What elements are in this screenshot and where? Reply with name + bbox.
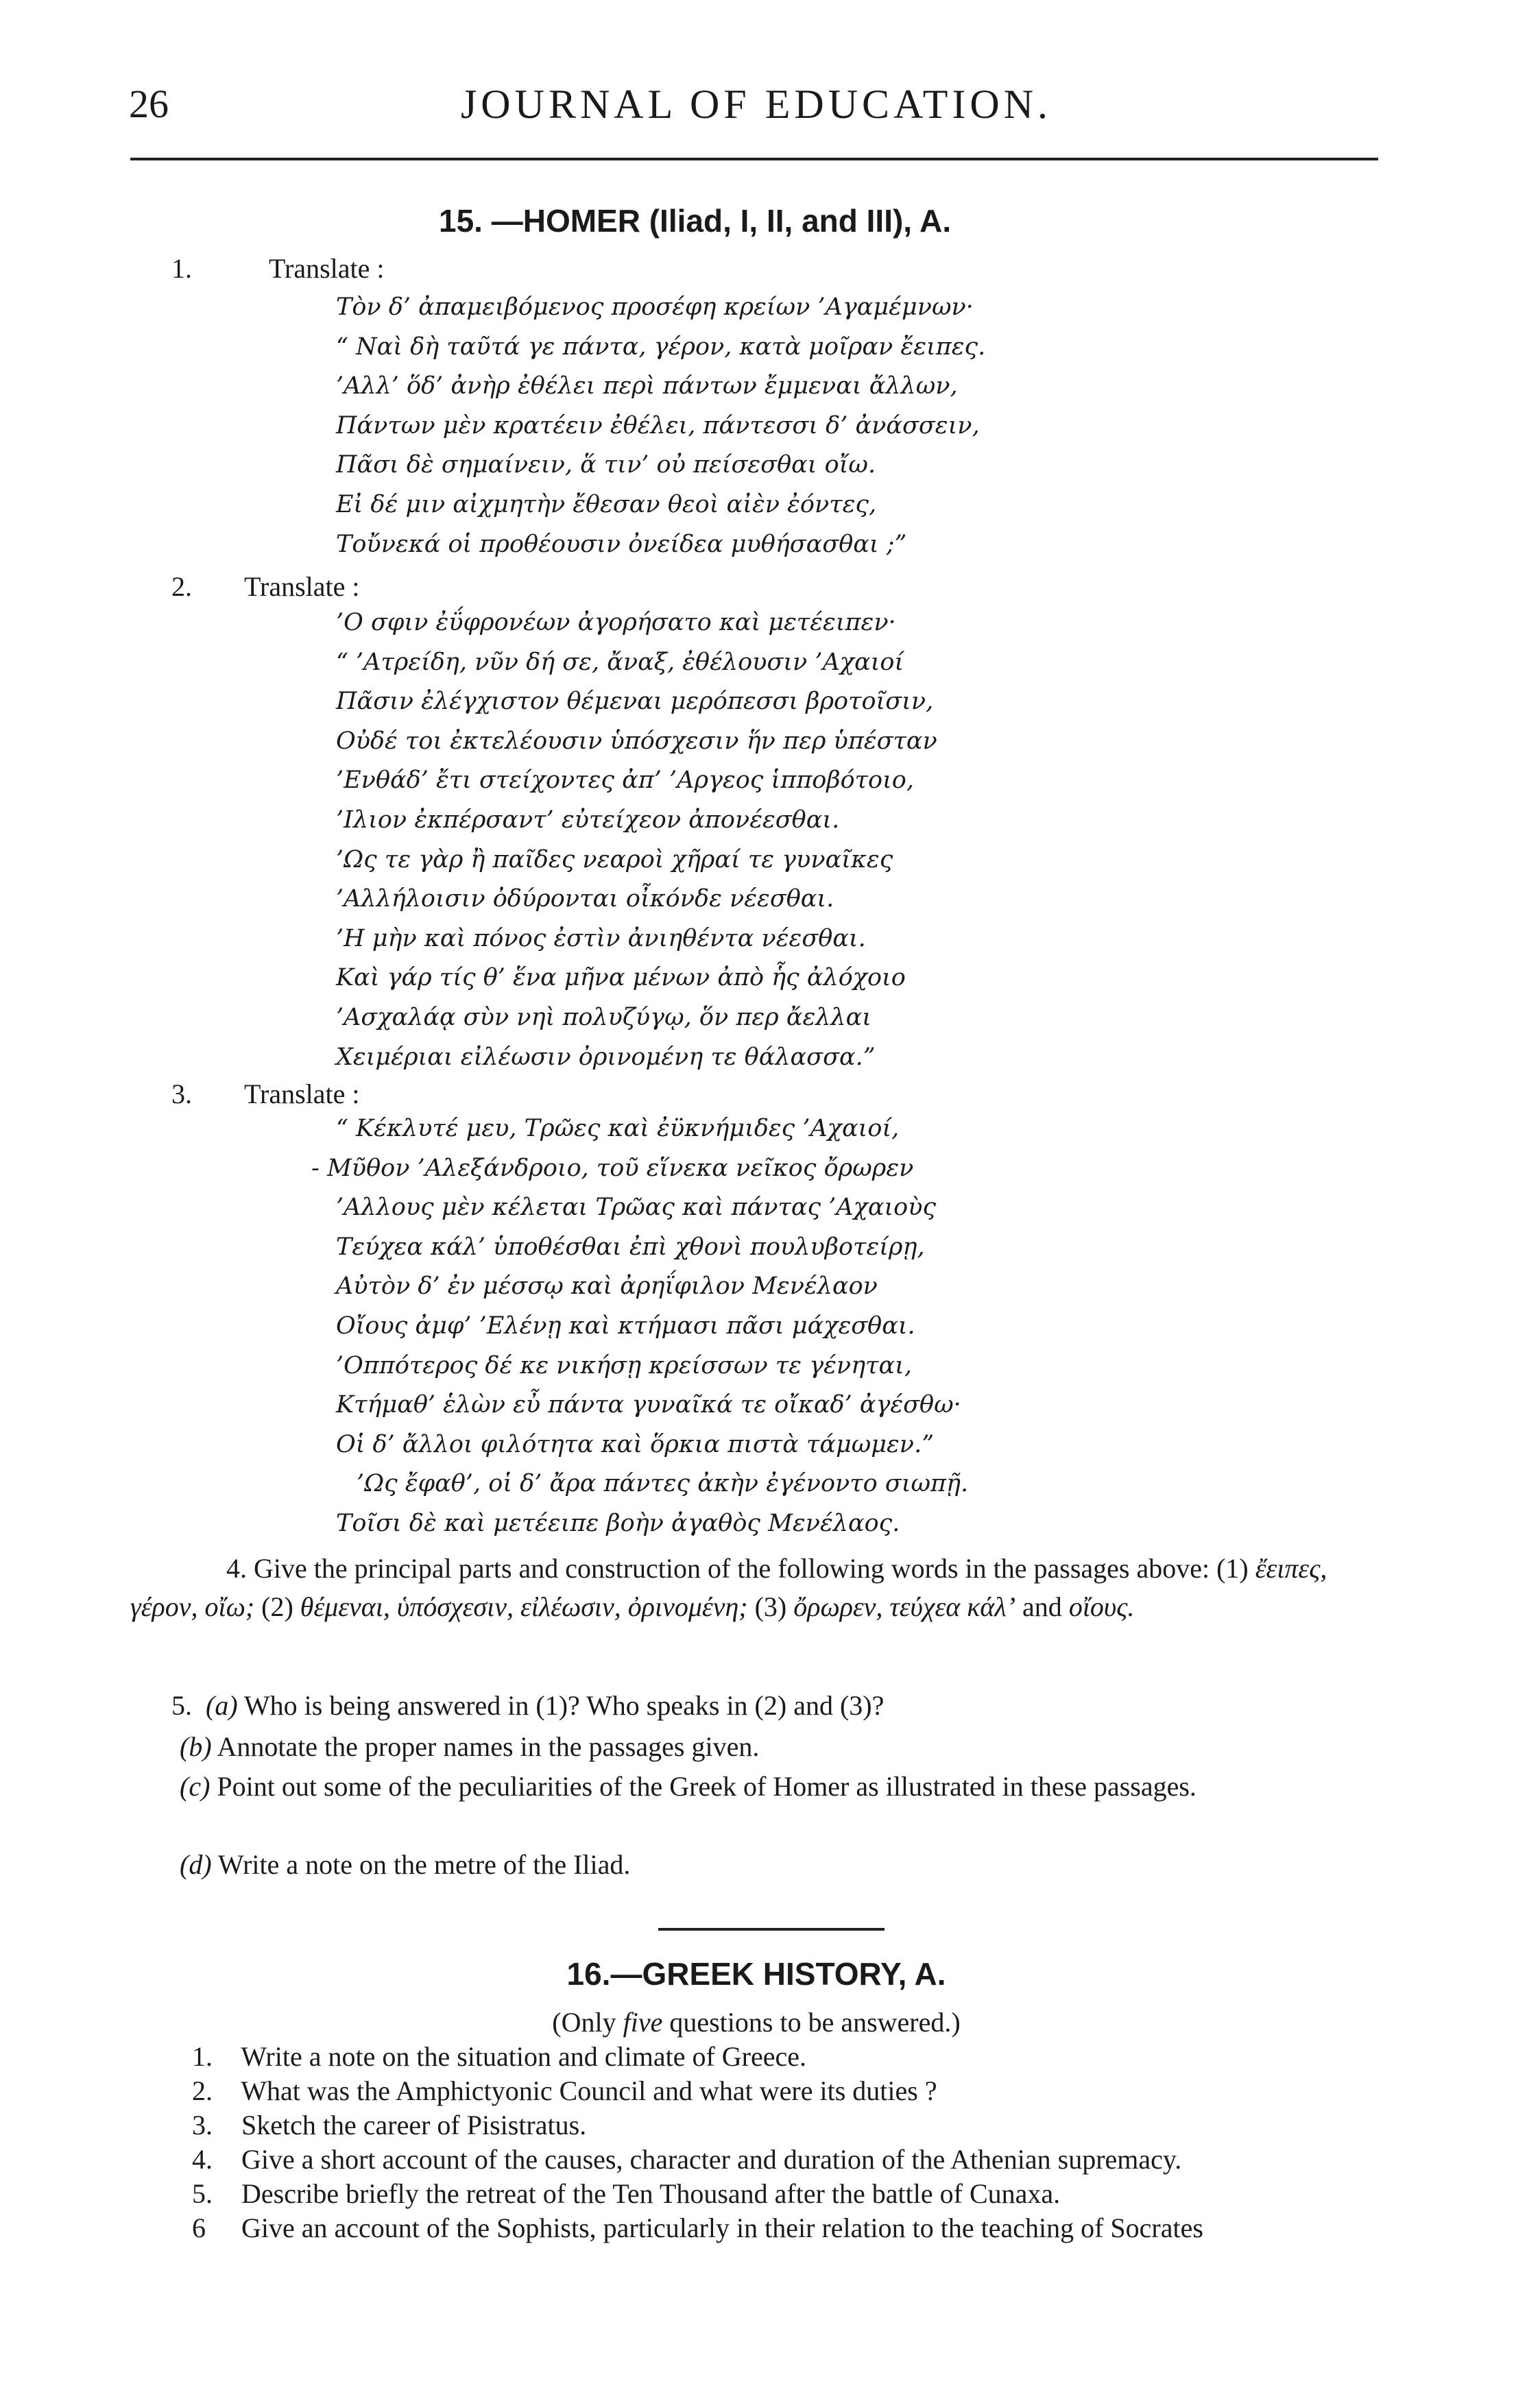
q1-number: 1.: [171, 253, 192, 284]
q4-group2-words: θέμεναι, ὑπόσχεσιν, εἰλέωσιν, ὀρινομένη;: [300, 1591, 748, 1622]
greek-line: Τοὔνεκά οἱ προθέουσιν ὀνείδεα μυθήσασθαι ;”: [336, 530, 907, 558]
q4-number: 4.: [226, 1553, 247, 1584]
greek-line: ’Αλλους μὲν κέλεται Τρῶας καὶ πάντας ’Αχαιοὺς: [336, 1194, 937, 1222]
journal-title: JOURNAL OF EDUCATION.: [460, 82, 1052, 127]
section-divider-rule: [658, 1928, 885, 1931]
q5-number: 5.: [171, 1690, 192, 1721]
greek-line: Πᾶσιν ἐλέγχιστον θέμεναι μερόπεσσι βροτοῖσιν,: [336, 688, 934, 716]
instruction-text: (Only: [552, 2007, 616, 2038]
greek-line: Πάντων μὲν κρατέειν ἐθέλει, πάντεσσι δ’ ἀνάσσειν,: [336, 411, 980, 439]
greek-line: Οἱ δ’ ἄλλοι φιλότητα καὶ ὅρκια πιστὰ τάμωμεν.”: [336, 1430, 935, 1458]
header-rule: [130, 158, 1378, 160]
greek-line: ’Ιλιον ἐκπέρσαντ’ εὐτείχεον ἀπονέεσθαι.: [336, 806, 840, 834]
greek-line: ’Η μὴν καὶ πόνος ἐστὶν ἀνιηθέντα νέεσθαι.: [336, 924, 866, 952]
q5-a-text: Who is being answered in (1)? Who speaks in (2) and (3)?: [243, 1690, 885, 1721]
section-16-instruction: [129, 2003, 1384, 2042]
q4-paragraph: [130, 1549, 1385, 1626]
greek-line: “ ’Ατρείδη, νῦν δή σε, ἄναξ, ἐθέλουσιν ’Αχαιοί: [336, 648, 904, 676]
greek-line: Κτήμαθ’ ἑλὼν εὖ πάντα γυναῖκά τε οἴκαδ’ ἀγέσθω·: [336, 1391, 961, 1419]
greek-line: Οὐδέ τοι ἐκτελέουσιν ὑπόσχεσιν ἥν περ ὑπέσταν: [336, 727, 937, 755]
greek-line: ’Ενθάδ’ ἔτι στείχοντες ἀπ’ ’Αργεος ἱπποβότοιο,: [336, 767, 914, 795]
q5-c-label: (c): [180, 1771, 210, 1802]
section-16-questions: [130, 2040, 1385, 2245]
history-question-text: Give a short account of the causes, character and duration of the Athenian supremacy.: [241, 2144, 1182, 2175]
greek-line: Αὐτὸν δ’ ἐν μέσσῳ καὶ ἀρηΐφιλον Μενέλαον: [336, 1272, 878, 1301]
history-question-number: 3.: [192, 2110, 213, 2140]
greek-line: ’Αλλήλοισιν ὀδύρονται οἶκόνδε νέεσθαι.: [336, 885, 834, 913]
greek-line: ’Ασχαλάᾳ σὺν νηὶ πολυζύγῳ, ὅν περ ἄελλαι: [336, 1003, 871, 1031]
greek-line: ’Ο σφιν ἐΰφρονέων ἀγορήσατο καὶ μετέειπεν·: [336, 609, 896, 636]
running-head: [129, 81, 1384, 136]
history-question: [130, 2108, 1385, 2143]
q5-c-text: Point out some of the peculiarities of the Greek of Homer as illustrated in these passages.: [217, 1771, 1196, 1802]
q5-d-text: Write a note on the metre of the Iliad.: [217, 1849, 631, 1880]
history-question-text: Sketch the career of Pisistratus.: [241, 2110, 587, 2140]
history-question-text: Give an account of the Sophists, particularly in their relation to the teaching of Socrates: [241, 2212, 1203, 2243]
instruction-five: five: [623, 2007, 663, 2038]
greek-line: “ Ναὶ δὴ ταῦτά γε πάντα, γέρον, κατὰ μοῖραν ἔειπες.: [336, 333, 986, 361]
greek-line: ’Οππότερος δέ κε νικήσῃ κρείσσων τε γένηται,: [336, 1351, 912, 1379]
page-number: 26: [129, 82, 169, 126]
greek-line: - Μῦθον ’Αλεξάνδροιο, τοῦ εἵνεκα νεῖκος ὄρωρεν: [311, 1154, 914, 1182]
history-question: [130, 2143, 1385, 2177]
q4-group1-words: ἔειπες, γέρον, οἴω;: [130, 1553, 1327, 1622]
greek-line: Τεύχεα κάλ’ ὑποθέσθαι ἐπὶ χθονὶ πουλυβοτείρῃ,: [336, 1233, 925, 1261]
history-question: [130, 2074, 1385, 2108]
history-question-number: 5.: [192, 2178, 213, 2209]
greek-line: Χειμέριαι εἰλέωσιν ὀρινομένη τε θάλασσα.”: [336, 1043, 876, 1071]
history-question-text: Write a note on the situation and climate of Greece.: [241, 2041, 807, 2072]
q4-text: Give the principal parts and construction of the following words in the passages above:: [254, 1553, 1210, 1584]
history-question: [130, 2040, 1385, 2074]
q5-b-label: (b): [180, 1731, 212, 1762]
q4-group3-label: (3): [754, 1591, 787, 1622]
greek-line: Οἴους ἀμφ’ ’Ελένῃ καὶ κτήμασι πᾶσι μάχεσθαι.: [336, 1312, 915, 1340]
greek-line: Εἰ δέ μιν αἰχμητὴν ἔθεσαν θεοὶ αἰὲν ἐόντες,: [336, 490, 877, 518]
q5-d-label: (d): [180, 1849, 212, 1880]
history-question-text: Describe briefly the retreat of the Ten Thousand after the battle of Cunaxa.: [241, 2178, 1061, 2209]
q4-group2-label: (2): [261, 1591, 293, 1622]
greek-line: ’Ως τε γὰρ ἢ παῖδες νεαροὶ χῆραί τε γυναῖκες: [336, 845, 893, 873]
history-question-number: 6: [192, 2212, 206, 2243]
greek-line: Τοῖσι δὲ καὶ μετέειπε βοὴν ἀγαθὸς Μενέλαος.: [336, 1509, 900, 1537]
greek-line: Καὶ γάρ τίς θ’ ἕνα μῆνα μένων ἀπὸ ἧς ἀλόχοιο: [336, 964, 906, 992]
q1-greek-passage: [336, 288, 985, 564]
q5-part-b: [180, 1728, 1386, 1766]
q4-group3-words: ὄρωρεν, τεύχεα κάλ’: [793, 1591, 1016, 1622]
q5-part-d: [180, 1846, 1386, 1884]
q1-label: Translate :: [269, 253, 385, 284]
q5-part-a: [171, 1687, 1385, 1725]
q5-a-label: (a): [206, 1690, 238, 1721]
greek-line: ’Αλλ’ ὅδ’ ἀνὴρ ἐθέλει περὶ πάντων ἔμμεναι ἄλλων,: [336, 372, 958, 400]
q3-greek-passage: [311, 1109, 969, 1544]
history-question: [130, 2211, 1385, 2245]
section-15-title: 15. —HOMER (Iliad, I, II, and III), A.: [439, 203, 952, 239]
q3-number: 3.: [171, 1078, 192, 1109]
history-question-text: What was the Amphictyonic Council and what were its duties ?: [241, 2075, 937, 2106]
history-question: [130, 2177, 1385, 2211]
q5-part-c: [130, 1767, 1385, 1806]
q3-label: Translate :: [244, 1078, 360, 1109]
section-16-title: 16.—GREEK HISTORY, A.: [566, 1956, 946, 1992]
q2-greek-passage: [336, 603, 937, 1077]
q2-label: Translate :: [244, 571, 360, 602]
greek-line: Πᾶσι δὲ σημαίνειν, ἅ τιν’ οὐ πείσεσθαι οἴω.: [336, 451, 876, 479]
instruction-text: questions to be answered.): [669, 2007, 961, 2038]
history-question-number: 1.: [192, 2041, 213, 2072]
greek-line: “ Κέκλυτέ μευ, Τρῶες καὶ ἐϋκνήμιδες ’Αχαιοί,: [336, 1115, 900, 1142]
q4-group3-last: οἴους.: [1068, 1591, 1135, 1622]
history-question-number: 2.: [192, 2075, 213, 2106]
history-question-number: 4.: [192, 2144, 213, 2175]
q4-and: and: [1022, 1591, 1062, 1622]
greek-line: ’Ως ἔφαθ’, οἱ δ’ ἄρα πάντες ἀκὴν ἐγένοντο σιωπῇ.: [357, 1470, 969, 1498]
q5-b-text: Annotate the proper names in the passages given.: [217, 1731, 760, 1762]
q4-group1-label: (1): [1216, 1553, 1249, 1584]
greek-line: Τὸν δ’ ἀπαμειβόμενος προσέφη κρείων ’Αγαμέμνων·: [336, 293, 974, 321]
q2-number: 2.: [171, 571, 192, 602]
